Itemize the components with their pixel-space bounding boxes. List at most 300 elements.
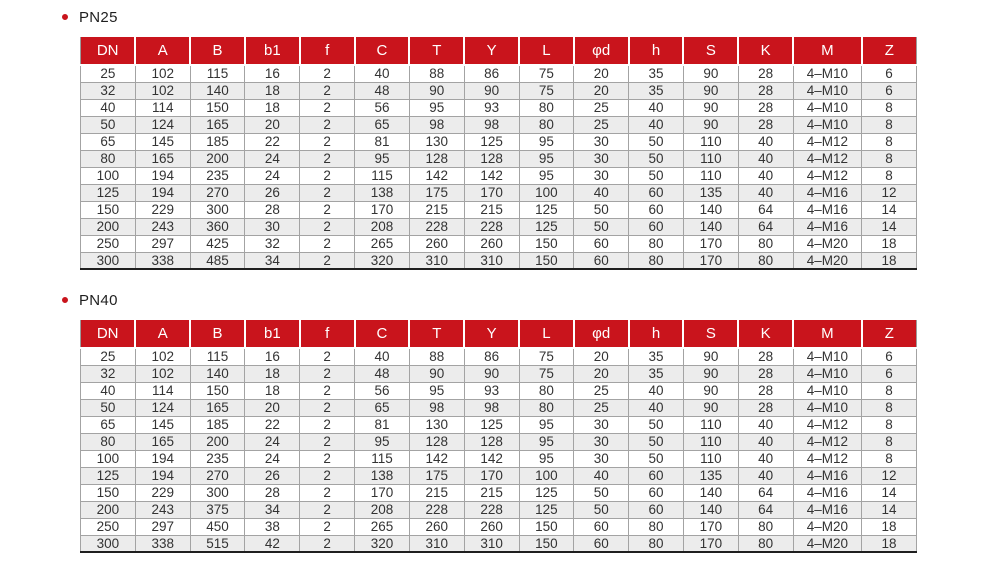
- table-cell: 25: [574, 399, 629, 416]
- column-header-y: Y: [464, 37, 519, 65]
- table-cell: 150: [190, 99, 245, 116]
- table-cell: 297: [135, 518, 190, 535]
- table-cell: 124: [135, 399, 190, 416]
- table-cell: 150: [519, 518, 574, 535]
- table-cell: 38: [245, 518, 300, 535]
- table-cell: 98: [409, 116, 464, 133]
- column-header-d: φd: [574, 37, 629, 65]
- table-cell: 50: [629, 416, 684, 433]
- table-cell: 25: [574, 382, 629, 399]
- table-cell: 165: [190, 399, 245, 416]
- table-cell: 170: [355, 201, 410, 218]
- table-cell: 2: [300, 467, 355, 484]
- table-cell: 265: [355, 518, 410, 535]
- table-cell: 2: [300, 518, 355, 535]
- table-cell: 95: [519, 416, 574, 433]
- table-cell: 8: [862, 382, 917, 399]
- table-cell: 20: [574, 65, 629, 82]
- table-cell: 194: [135, 167, 190, 184]
- table-cell: 140: [190, 365, 245, 382]
- table-cell: 14: [862, 218, 917, 235]
- table-cell: 260: [409, 518, 464, 535]
- table-cell: 4–M20: [793, 252, 862, 269]
- table-cell: 4–M10: [793, 116, 862, 133]
- table-cell: 2: [300, 433, 355, 450]
- header-row: [81, 37, 917, 65]
- table-cell: 25: [574, 99, 629, 116]
- table-cell: 28: [738, 348, 793, 365]
- table-cell: 50: [81, 399, 136, 416]
- table-cell: 125: [81, 184, 136, 201]
- table-cell: 40: [738, 133, 793, 150]
- table-cell: 4–M16: [793, 218, 862, 235]
- table-cell: 30: [574, 150, 629, 167]
- table-row: [81, 484, 917, 501]
- table-cell: 90: [683, 348, 738, 365]
- table-cell: 170: [464, 467, 519, 484]
- table-cell: 265: [355, 235, 410, 252]
- table-cell: 310: [409, 252, 464, 269]
- table-row: [81, 99, 917, 116]
- table-cell: 60: [574, 535, 629, 552]
- table-cell: 50: [629, 167, 684, 184]
- table-cell: 102: [135, 348, 190, 365]
- table-cell: 2: [300, 348, 355, 365]
- table-cell: 40: [81, 99, 136, 116]
- table-cell: 56: [355, 99, 410, 116]
- table-cell: 4–M10: [793, 348, 862, 365]
- table-cell: 110: [683, 167, 738, 184]
- table-cell: 140: [683, 501, 738, 518]
- table-cell: 80: [519, 399, 574, 416]
- table-cell: 40: [574, 184, 629, 201]
- table-cell: 4–M16: [793, 501, 862, 518]
- table-cell: 4–M16: [793, 201, 862, 218]
- table-cell: 80: [738, 252, 793, 269]
- table-row: [81, 433, 917, 450]
- table-cell: 28: [738, 399, 793, 416]
- table-cell: 80: [629, 252, 684, 269]
- table-cell: 165: [135, 433, 190, 450]
- table-cell: 4–M10: [793, 82, 862, 99]
- table-cell: 138: [355, 184, 410, 201]
- table-row: [81, 167, 917, 184]
- table-row: [81, 150, 917, 167]
- table-cell: 4–M12: [793, 416, 862, 433]
- table-cell: 6: [862, 82, 917, 99]
- table-cell: 95: [409, 99, 464, 116]
- table-row: [81, 399, 917, 416]
- table-cell: 8: [862, 399, 917, 416]
- table-cell: 18: [245, 365, 300, 382]
- table-cell: 80: [629, 535, 684, 552]
- pn25-section: [80, 8, 917, 270]
- table-cell: 14: [862, 501, 917, 518]
- table-cell: 90: [409, 82, 464, 99]
- table-cell: 150: [190, 382, 245, 399]
- table-cell: 300: [81, 535, 136, 552]
- pn40-section-title: [62, 291, 917, 309]
- table-cell: 90: [683, 65, 738, 82]
- table-cell: 215: [464, 201, 519, 218]
- table-cell: 100: [81, 167, 136, 184]
- table-cell: 229: [135, 484, 190, 501]
- table-cell: 140: [683, 201, 738, 218]
- table-row: [81, 450, 917, 467]
- table-cell: 338: [135, 252, 190, 269]
- table-cell: 14: [862, 201, 917, 218]
- table-cell: 170: [683, 252, 738, 269]
- table-cell: 228: [409, 501, 464, 518]
- table-cell: 215: [409, 484, 464, 501]
- table-cell: 6: [862, 348, 917, 365]
- table-cell: 2: [300, 382, 355, 399]
- table-cell: 110: [683, 150, 738, 167]
- table-cell: 208: [355, 501, 410, 518]
- table-cell: 90: [683, 116, 738, 133]
- table-cell: 215: [409, 201, 464, 218]
- table-cell: 2: [300, 99, 355, 116]
- header-row: [81, 320, 917, 348]
- table-row: [81, 348, 917, 365]
- table-cell: 80: [629, 235, 684, 252]
- table-cell: 30: [245, 218, 300, 235]
- table-cell: 75: [519, 65, 574, 82]
- bullet-ring-icon: [62, 14, 68, 20]
- table-cell: 32: [245, 235, 300, 252]
- table-cell: 22: [245, 416, 300, 433]
- table-row: [81, 235, 917, 252]
- table-cell: 125: [519, 501, 574, 518]
- table-cell: 95: [519, 133, 574, 150]
- table-cell: 64: [738, 484, 793, 501]
- table-cell: 18: [862, 518, 917, 535]
- table-cell: 12: [862, 184, 917, 201]
- table-cell: 150: [81, 484, 136, 501]
- table-cell: 65: [355, 399, 410, 416]
- table-cell: 40: [355, 65, 410, 82]
- table-cell: 125: [519, 201, 574, 218]
- table-cell: 125: [519, 484, 574, 501]
- column-header-s: S: [683, 37, 738, 65]
- table-cell: 30: [574, 433, 629, 450]
- table-cell: 2: [300, 218, 355, 235]
- table-cell: 80: [738, 235, 793, 252]
- table-cell: 64: [738, 501, 793, 518]
- table-cell: 102: [135, 365, 190, 382]
- table-cell: 95: [519, 433, 574, 450]
- table-cell: 24: [245, 167, 300, 184]
- table-cell: 95: [519, 150, 574, 167]
- table-cell: 20: [574, 365, 629, 382]
- table-cell: 250: [81, 235, 136, 252]
- column-header-k: K: [738, 37, 793, 65]
- table-cell: 28: [738, 82, 793, 99]
- table-row: [81, 467, 917, 484]
- table-cell: 4–M12: [793, 450, 862, 467]
- table-cell: 8: [862, 150, 917, 167]
- table-cell: 40: [81, 382, 136, 399]
- table-cell: 4–M16: [793, 467, 862, 484]
- table-cell: 2: [300, 184, 355, 201]
- table-cell: 200: [190, 150, 245, 167]
- table-cell: 2: [300, 82, 355, 99]
- table-cell: 270: [190, 467, 245, 484]
- column-header-b1: b1: [245, 37, 300, 65]
- column-header-m: M: [793, 320, 862, 348]
- table-cell: 235: [190, 167, 245, 184]
- table-cell: 80: [519, 99, 574, 116]
- table-cell: 114: [135, 99, 190, 116]
- table-cell: 20: [574, 82, 629, 99]
- table-cell: 2: [300, 484, 355, 501]
- table-cell: 25: [81, 348, 136, 365]
- table-cell: 60: [629, 467, 684, 484]
- table-cell: 228: [464, 501, 519, 518]
- column-header-y: Y: [464, 320, 519, 348]
- table-cell: 95: [355, 433, 410, 450]
- table-cell: 115: [190, 65, 245, 82]
- table-cell: 40: [629, 382, 684, 399]
- table-cell: 102: [135, 65, 190, 82]
- table-cell: 40: [629, 116, 684, 133]
- table-cell: 170: [355, 484, 410, 501]
- column-header-z: Z: [862, 37, 917, 65]
- table-cell: 50: [629, 150, 684, 167]
- column-header-c: C: [355, 320, 410, 348]
- table-cell: 138: [355, 467, 410, 484]
- table-cell: 2: [300, 535, 355, 552]
- table-cell: 140: [683, 218, 738, 235]
- table-cell: 2: [300, 116, 355, 133]
- table-cell: 114: [135, 382, 190, 399]
- table-cell: 165: [135, 150, 190, 167]
- table-cell: 18: [862, 535, 917, 552]
- table-cell: 185: [190, 133, 245, 150]
- column-header-k: K: [738, 320, 793, 348]
- table-cell: 75: [519, 365, 574, 382]
- table-cell: 8: [862, 116, 917, 133]
- table-cell: 115: [355, 167, 410, 184]
- table-cell: 90: [683, 82, 738, 99]
- table-title-pn40: PN40: [79, 291, 118, 309]
- table-cell: 16: [245, 65, 300, 82]
- table-cell: 86: [464, 348, 519, 365]
- table-cell: 50: [81, 116, 136, 133]
- table-cell: 14: [862, 484, 917, 501]
- table-cell: 4–M10: [793, 99, 862, 116]
- table-cell: 100: [519, 184, 574, 201]
- table-cell: 130: [409, 133, 464, 150]
- table-cell: 50: [629, 450, 684, 467]
- table-cell: 165: [190, 116, 245, 133]
- table-cell: 310: [464, 252, 519, 269]
- column-header-d: φd: [574, 320, 629, 348]
- column-header-f: f: [300, 37, 355, 65]
- table-cell: 150: [519, 535, 574, 552]
- table-cell: 8: [862, 99, 917, 116]
- column-header-l: L: [519, 37, 574, 65]
- table-cell: 80: [738, 518, 793, 535]
- table-cell: 310: [409, 535, 464, 552]
- table-cell: 100: [519, 467, 574, 484]
- table-cell: 60: [629, 184, 684, 201]
- table-cell: 175: [409, 184, 464, 201]
- table-cell: 80: [519, 116, 574, 133]
- table-cell: 40: [574, 467, 629, 484]
- table-cell: 4–M10: [793, 365, 862, 382]
- table-cell: 140: [190, 82, 245, 99]
- column-header-b: B: [190, 320, 245, 348]
- table-row: [81, 382, 917, 399]
- table-cell: 48: [355, 365, 410, 382]
- table-cell: 194: [135, 467, 190, 484]
- table-cell: 28: [245, 484, 300, 501]
- table-cell: 90: [464, 365, 519, 382]
- column-header-h: h: [629, 37, 684, 65]
- table-cell: 200: [81, 501, 136, 518]
- table-cell: 150: [81, 201, 136, 218]
- table-cell: 98: [409, 399, 464, 416]
- table-cell: 60: [574, 235, 629, 252]
- table-cell: 228: [409, 218, 464, 235]
- column-header-a: A: [135, 37, 190, 65]
- table-cell: 95: [519, 167, 574, 184]
- table-cell: 20: [245, 399, 300, 416]
- table-cell: 40: [738, 167, 793, 184]
- table-row: [81, 518, 917, 535]
- table-cell: 170: [683, 518, 738, 535]
- table-cell: 8: [862, 450, 917, 467]
- table-cell: 56: [355, 382, 410, 399]
- table-cell: 65: [81, 416, 136, 433]
- table-cell: 128: [464, 150, 519, 167]
- table-cell: 110: [683, 133, 738, 150]
- table-cell: 297: [135, 235, 190, 252]
- table-cell: 40: [738, 433, 793, 450]
- table-cell: 125: [519, 218, 574, 235]
- table-cell: 8: [862, 433, 917, 450]
- table-cell: 28: [738, 382, 793, 399]
- table-row: [81, 116, 917, 133]
- table-cell: 310: [464, 535, 519, 552]
- table-cell: 142: [409, 167, 464, 184]
- table-cell: 300: [81, 252, 136, 269]
- table-cell: 80: [629, 518, 684, 535]
- table-cell: 128: [409, 150, 464, 167]
- table-cell: 4–M20: [793, 535, 862, 552]
- table-cell: 98: [464, 399, 519, 416]
- table-cell: 2: [300, 65, 355, 82]
- table-cell: 100: [81, 450, 136, 467]
- table-cell: 35: [629, 348, 684, 365]
- table-cell: 50: [574, 501, 629, 518]
- table-cell: 30: [574, 416, 629, 433]
- table-cell: 28: [738, 116, 793, 133]
- table-cell: 60: [629, 501, 684, 518]
- table-cell: 88: [409, 65, 464, 82]
- table-cell: 34: [245, 252, 300, 269]
- table-cell: 102: [135, 82, 190, 99]
- table-cell: 28: [245, 201, 300, 218]
- table-cell: 235: [190, 450, 245, 467]
- table-cell: 28: [738, 365, 793, 382]
- table-cell: 208: [355, 218, 410, 235]
- table-cell: 93: [464, 382, 519, 399]
- table-cell: 35: [629, 82, 684, 99]
- table-cell: 64: [738, 218, 793, 235]
- column-header-dn: DN: [81, 37, 136, 65]
- column-header-h: h: [629, 320, 684, 348]
- table-cell: 98: [464, 116, 519, 133]
- table-cell: 25: [574, 116, 629, 133]
- table-row: [81, 82, 917, 99]
- table-cell: 26: [245, 467, 300, 484]
- table-cell: 60: [574, 518, 629, 535]
- table-cell: 90: [683, 382, 738, 399]
- table-cell: 4–M12: [793, 433, 862, 450]
- table-cell: 260: [464, 235, 519, 252]
- table-row: [81, 201, 917, 218]
- table-cell: 22: [245, 133, 300, 150]
- table-cell: 90: [683, 399, 738, 416]
- table-cell: 40: [738, 416, 793, 433]
- table-cell: 65: [355, 116, 410, 133]
- table-cell: 24: [245, 150, 300, 167]
- table-cell: 30: [574, 167, 629, 184]
- table-cell: 228: [464, 218, 519, 235]
- table-cell: 170: [683, 535, 738, 552]
- table-cell: 320: [355, 252, 410, 269]
- table-cell: 20: [574, 348, 629, 365]
- table-cell: 2: [300, 201, 355, 218]
- table-cell: 50: [629, 433, 684, 450]
- column-header-f: f: [300, 320, 355, 348]
- table-cell: 4–M20: [793, 518, 862, 535]
- table-cell: 110: [683, 416, 738, 433]
- column-header-z: Z: [862, 320, 917, 348]
- table-cell: 125: [464, 416, 519, 433]
- table-cell: 18: [245, 382, 300, 399]
- table-cell: 28: [738, 65, 793, 82]
- table-cell: 243: [135, 501, 190, 518]
- table-cell: 50: [574, 484, 629, 501]
- table-row: [81, 252, 917, 269]
- table-cell: 320: [355, 535, 410, 552]
- column-header-dn: DN: [81, 320, 136, 348]
- table-cell: 4–M12: [793, 167, 862, 184]
- column-header-s: S: [683, 320, 738, 348]
- table-cell: 450: [190, 518, 245, 535]
- table-cell: 6: [862, 65, 917, 82]
- table-cell: 60: [629, 484, 684, 501]
- table-cell: 48: [355, 82, 410, 99]
- table-cell: 2: [300, 252, 355, 269]
- table-cell: 4–M10: [793, 65, 862, 82]
- table-cell: 4–M12: [793, 150, 862, 167]
- table-row: [81, 65, 917, 82]
- table-cell: 88: [409, 348, 464, 365]
- table-cell: 2: [300, 450, 355, 467]
- table-cell: 243: [135, 218, 190, 235]
- table-cell: 65: [81, 133, 136, 150]
- table-cell: 18: [862, 252, 917, 269]
- pn40-section: [80, 291, 917, 553]
- table-cell: 2: [300, 416, 355, 433]
- table-cell: 142: [464, 450, 519, 467]
- table-cell: 4–M12: [793, 133, 862, 150]
- table-cell: 34: [245, 501, 300, 518]
